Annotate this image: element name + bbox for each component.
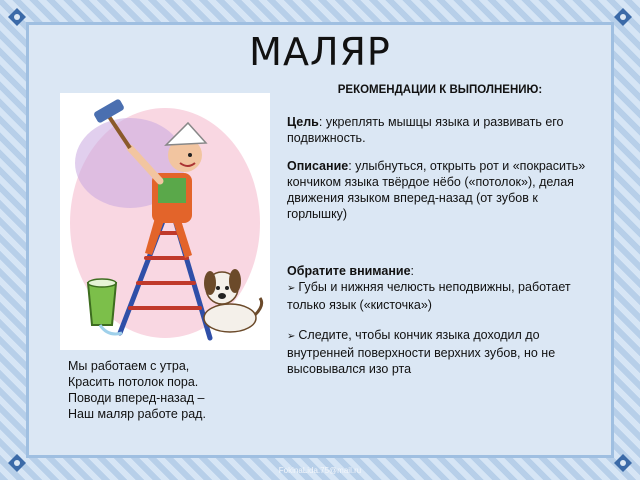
goal-paragraph [287,114,587,146]
attention-label: Обратите внимание [287,264,411,278]
attention-item [287,279,587,313]
corner-ornament-icon [6,6,28,28]
arrow-bullet-icon: ➢ [287,283,296,294]
description-label: Описание [287,159,349,173]
attention-block [287,263,587,377]
attention-colon: : [410,264,415,278]
recommendations-heading: РЕКОМЕНДАЦИИ К ВЫПОЛНЕНИЮ: [337,84,543,96]
goal-text: : укреплять мышцы языка и развивать его подвижность. [287,115,564,145]
poem: Мы работаем с утра, Красить потолок пора. Поводи вперед-назад – Наш маляр работе рад. [68,359,206,421]
description-paragraph [287,158,587,222]
attention-item-text: Следите, чтобы кончик языка доходил до внутренней поверхности верхних зубов, но не высовывался изо рта [287,328,556,376]
painter-illustration [60,93,270,350]
footer-email: FokinaLida.75@mail.ru [278,466,362,475]
arrow-bullet-icon: ➢ [287,331,296,342]
attention-item [287,327,587,377]
slide-title: МАЛЯР [249,30,391,74]
goal-label: Цель [287,115,319,129]
attention-item-text: Губы и нижняя челюсть неподвижны, работает только язык («кисточка») [287,280,571,312]
corner-ornament-icon [612,6,634,28]
description-text: : улыбнуться, открыть рот и «покрасить» кончиком языка твёрдое нёбо («потолок»), делая движения языком вперед-назад (от зубов к горлышку) [287,159,586,221]
